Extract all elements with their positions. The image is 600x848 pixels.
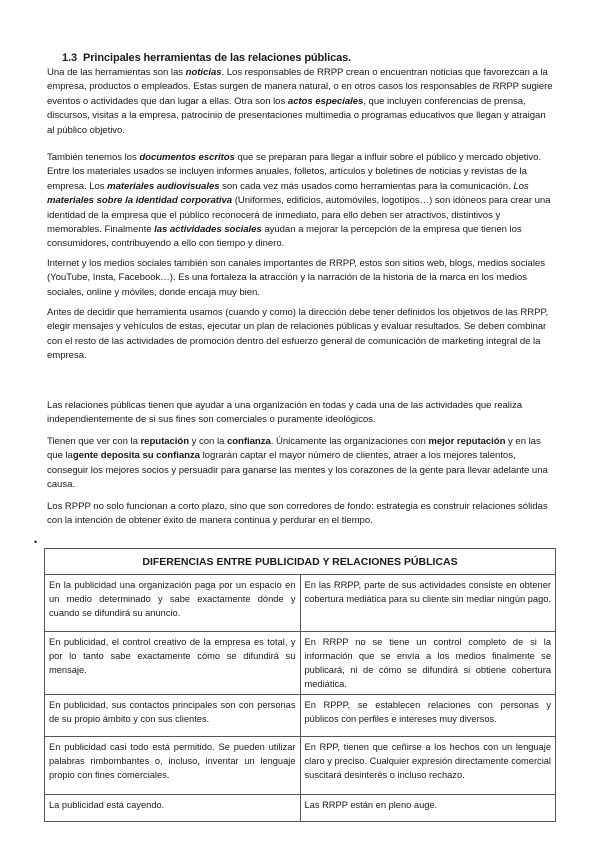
paragraph-reputacion: [47, 435, 555, 493]
text-run: , que incluyen conferencias de prensa, discursos, visitas a la empresa, patrocinio de presentaciones multimedia o programas educativos que llegan y atraigan al público objetivo.: [47, 95, 546, 136]
emphasis-reputacion: reputación: [140, 436, 190, 447]
table-row: [45, 575, 556, 632]
paragraph-documentos: [47, 151, 555, 252]
table-cell-rrpp: En las RRPP, parte de sus actividades consiste en obtener cobertura mediática para su cliente sin mediar ningún pago.: [300, 575, 556, 632]
section-title: Principales herramientas de las relaciones públicas.: [83, 52, 352, 64]
emphasis-confianza: confianza: [226, 436, 271, 447]
text-run: y con la: [189, 436, 227, 447]
text-run: que se preparan para llegar a influir sobre el público y mercado objetivo. Entre los materiales usados se incluyen informes anuales, folletos, artículos y boletines de noticias y revistas de la empresa. Los: [47, 152, 541, 192]
emphasis-documentos-escritos: documentos escritos: [139, 152, 235, 163]
table-cell-publicidad: La publicidad está cayendo.: [45, 795, 301, 822]
text-run: . Los responsables de RRPP crean o encuentran noticias que favorezcan a la empresa, productos o empleados. Estas surgen de manera natural, o en otros casos los responsables de RRPP sugiere eventos o actividades que dan lugar a ellas. Otra son los: [47, 67, 553, 107]
emphasis-gente-confianza: gente deposita su confianza: [72, 450, 200, 462]
paragraph-decision: Antes de decidir que herramienta usamos (cuando y como) la dirección debe tener definidos los objetivos de las RRPP, elegir mensajes y vehículos de estas, ejecutar un plan de relaciones públicas y evaluar resultados. Se deben combinar con el resto de las actividades de promoción dentro del esfuerzo general de comunicación de marketing integral de la empresa.: [47, 307, 549, 362]
bullet-marker: •: [34, 537, 38, 547]
table-cell-publicidad: En publicidad, el control creativo de la empresa es total, y por lo tanto sabe exactamente cómo se difundirá su mensaje.: [45, 632, 301, 695]
table-cell-rrpp: En RRPP no se tiene un control completo de si la información que se envía a los medios finalmente se publicará, ni de cómo se difundirá si obtiene cobertura mediática.: [300, 632, 556, 695]
emphasis-actividades-sociales: las actividades sociales: [154, 224, 262, 236]
emphasis-actos-especiales: actos especiales: [287, 95, 364, 107]
emphasis-noticias: noticias: [185, 67, 222, 78]
emphasis-materiales-audiovisuales: materiales audiovisuales: [107, 180, 220, 192]
table-header-row: [45, 549, 556, 575]
table-row: [45, 632, 556, 695]
section-number: 1.3: [62, 52, 77, 64]
table-header: DIFERENCIAS ENTRE PUBLICIDAD Y RELACIONES PÚBLICAS: [45, 549, 556, 575]
table-cell-rrpp: En RPP, tienen que ceñirse a los hechos con un lenguaje claro y preciso. Cualquier expresión directamente comercial suscitará desinterés o incluso rechazo.: [300, 737, 556, 795]
table-row: [45, 795, 556, 822]
emphasis-mejor-reputacion: mejor reputación: [428, 436, 506, 447]
table-cell-rrpp: En RPPP, se establecen relaciones con personas y públicos con perfiles e intereses muy diversos.: [300, 695, 556, 737]
emphasis-identidad-corporativa: materiales sobre la identidad corporativa: [47, 195, 233, 207]
table-cell-publicidad: En publicidad, sus contactos principales son con personas de su propio ámbito y con sus clientes.: [45, 695, 301, 737]
table-cell-publicidad: En la publicidad una organización paga por un espacio en un medio determinado y sabe exactamente dónde y cuando se difundirá su anuncio.: [45, 575, 301, 632]
paragraph-internet: Internet y los medios sociales también son canales importantes de RRPP, estos son sitios web, blogs, medios sociales (YouTube, Insta, Facebook…). Es una fortaleza la atracción y la narración de la historia de la marca en los medios sociales, online y móviles, donde encaja muy bien.: [47, 258, 545, 298]
paragraph-corredores-fondo: Los RPPP no solo funcionan a corto plazo, sino que son corredores de fondo: estrategia es construir relaciones sólidas con la intención de obtener éxito de manera continua y perdurar en el tiempo.: [47, 501, 548, 527]
text-run: Una de las herramientas son las: [47, 67, 186, 78]
text-run: son cada vez más usados como herramientas para la comunicación.: [219, 180, 514, 192]
text-run: También tenemos los: [47, 152, 140, 163]
text-run: lograrán captar el mayor número de clientes, atraer a los mejores talentos, conseguir los mejores socios y persuadir para ganarse las mentes y los corazones de la gente para llevar adelante una causa.: [47, 450, 548, 491]
table-cell-rrpp: Las RRPP están en pleno auge.: [300, 795, 556, 822]
table-cell-publicidad: En publicidad casi todo está permitido. Se pueden utilizar palabras rimbombantes o, incluso, inventar un lenguaje propio con fines comerciales.: [45, 737, 301, 795]
text-run: . Únicamente las organizaciones con: [270, 436, 429, 447]
text-run: y en las que la: [47, 436, 541, 462]
italic-run: Los: [513, 180, 529, 192]
text-run: ayudan a mejorar la percepción de la empresa que tienen los consumidores, contribuyendo a ello con tiempo y dinero.: [47, 224, 522, 250]
table-row: [45, 695, 556, 737]
text-run: (Uniformes, edificios, automóviles, logotipos…) son idóneos para crear una identidad de la empresa que el público reconocerá de inmediato, para ello deben ser atractivos, distintivos y memorables. Finalmente: [47, 195, 551, 236]
section-heading: [62, 52, 351, 64]
paragraph-noticias: [47, 66, 555, 138]
comparison-table: [44, 548, 556, 822]
table-row: [45, 737, 556, 795]
paragraph-relaciones-publicas: Las relaciones públicas tienen que ayudar a una organización en todas y cada una de las actividades que realiza independientemente de si sus fines son comerciales o puramente ideológicos.: [47, 400, 522, 426]
text-run: Tienen que ver con la: [47, 436, 141, 447]
